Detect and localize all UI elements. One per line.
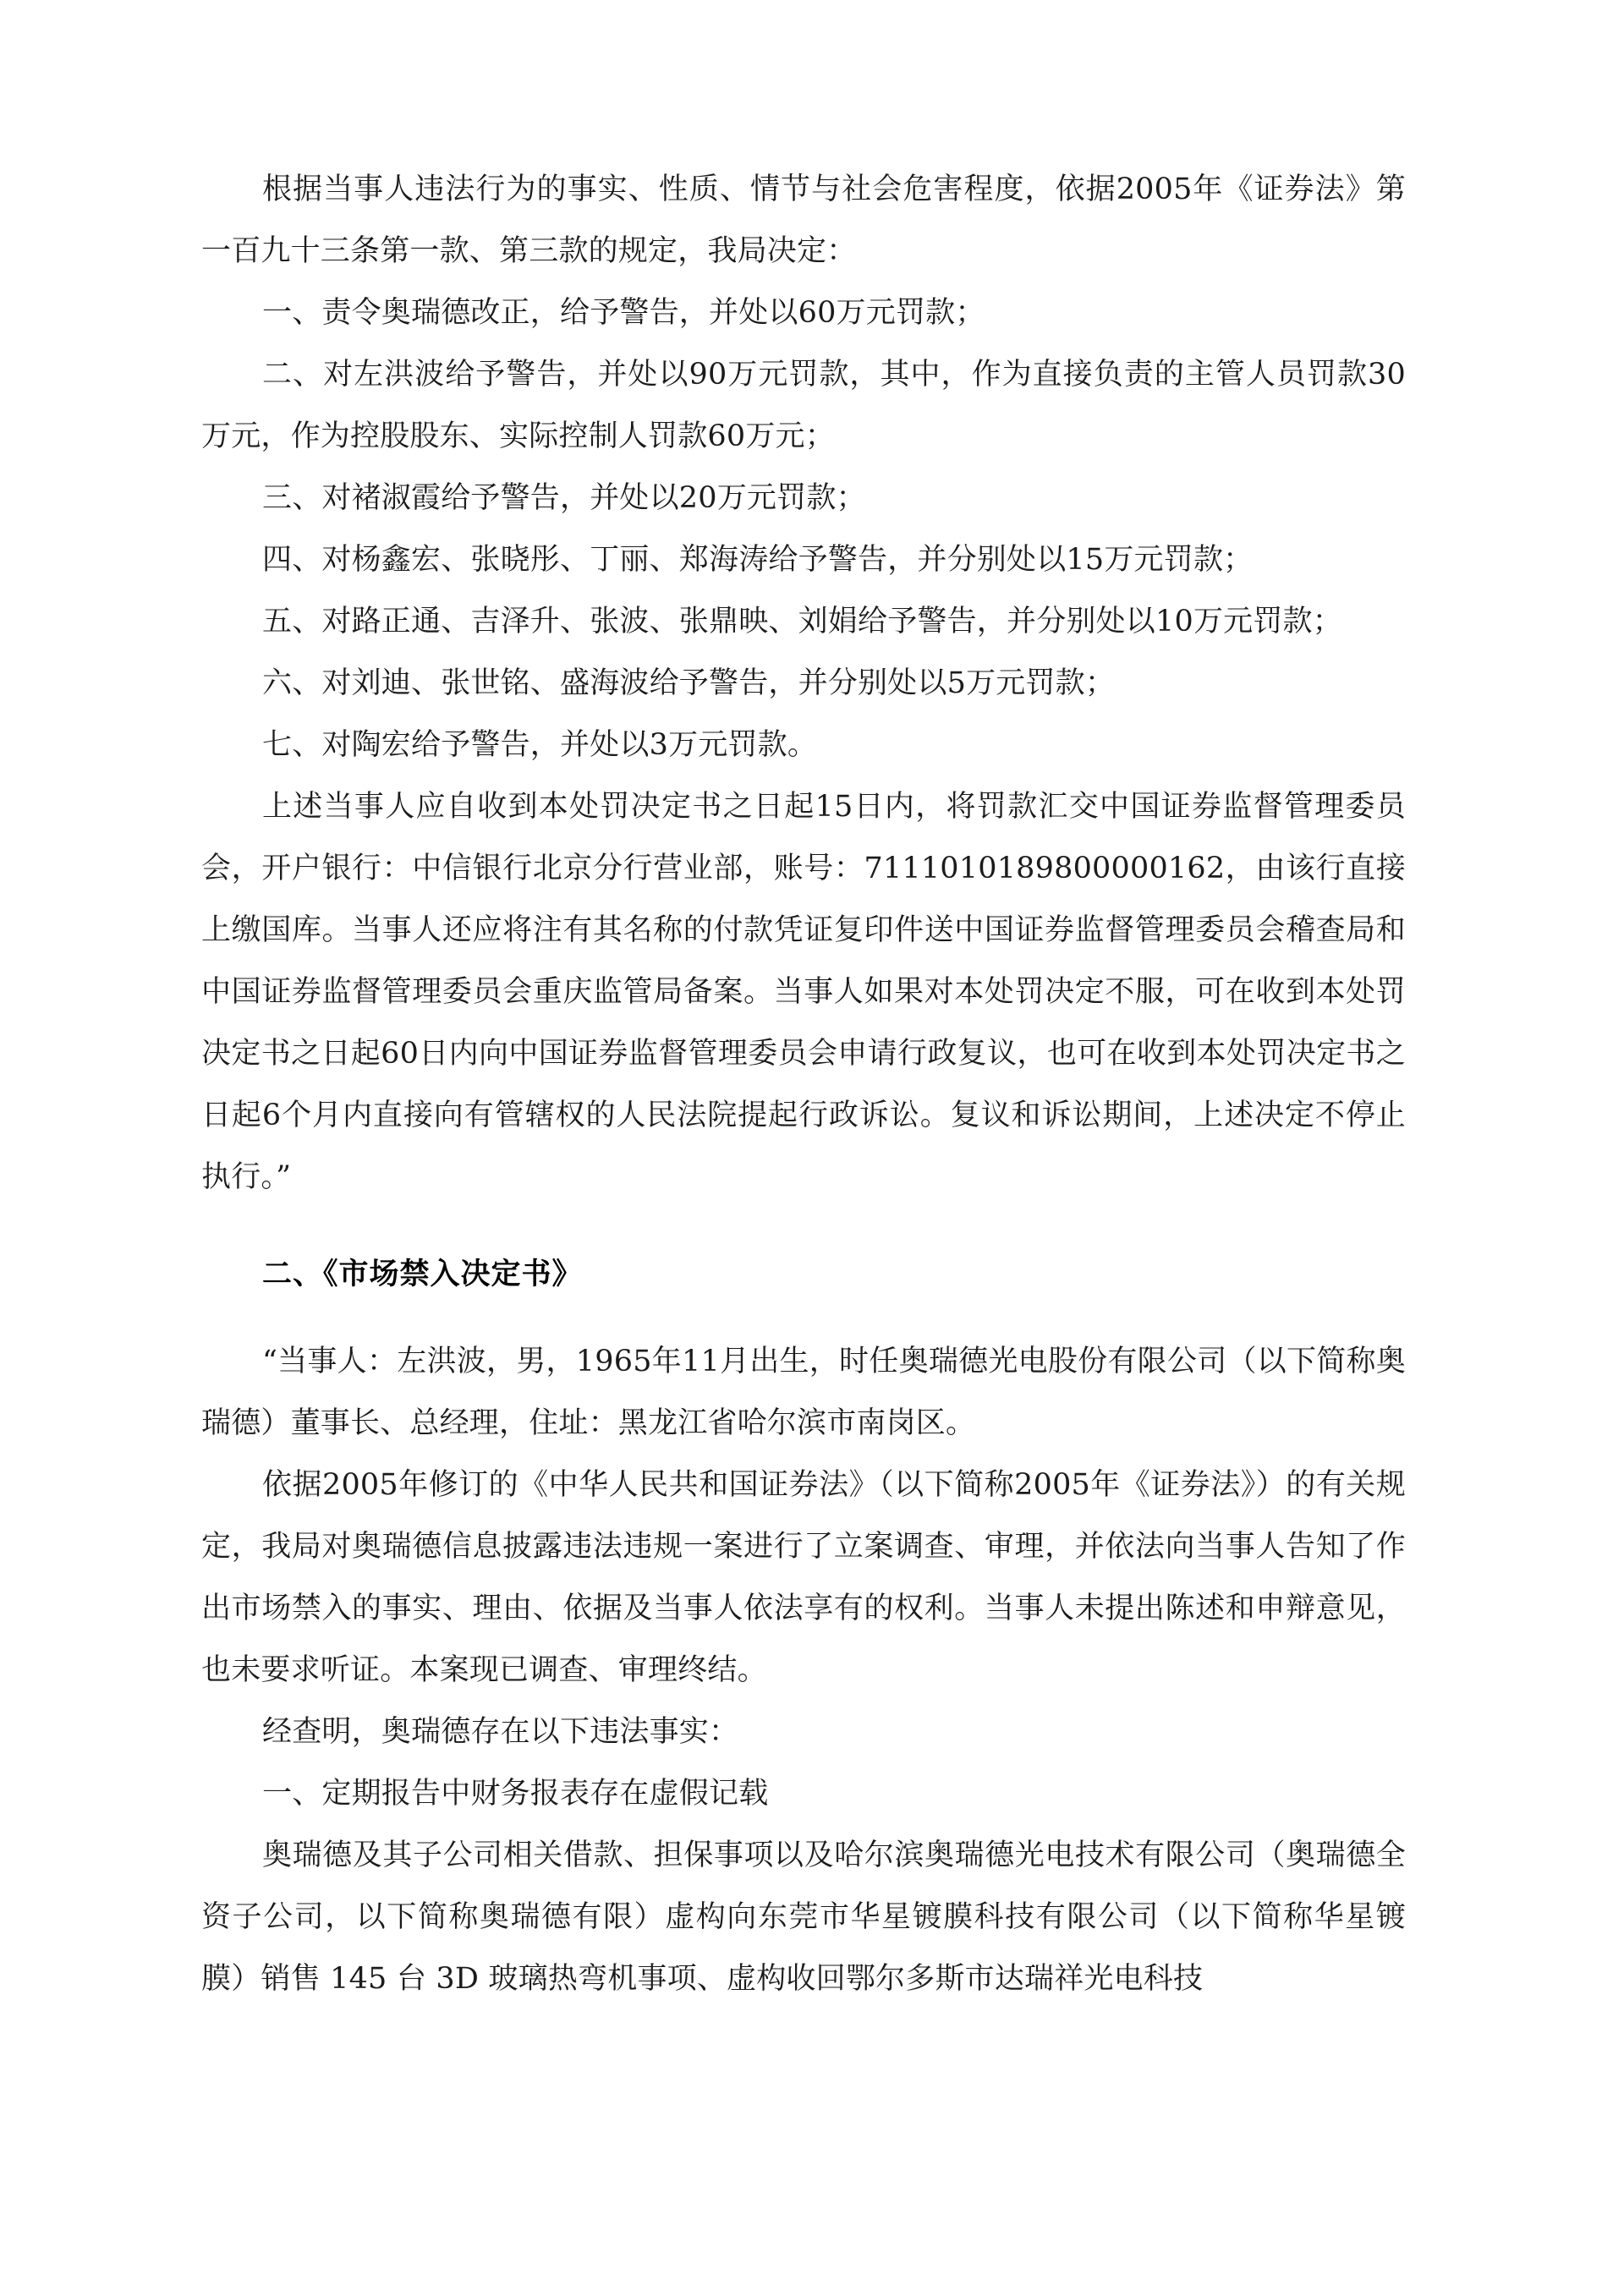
- penalty-item-2: 二、对左洪波给予警告，并处以90万元罚款，其中，作为直接负责的主管人员罚款30万元，作为控股股东、实际控制人罚款60万元；: [201, 358, 1406, 453]
- penalty-item-7: 七、对陶宏给予警告，并处以3万元罚款。: [262, 728, 818, 762]
- document-body: [201, 159, 1406, 2010]
- finding-1-title: 一、定期报告中财务报表存在虚假记载: [262, 1777, 769, 1811]
- paragraph-party-identity: “当事人：左洪波，男，1965年11月出生，时任奥瑞德光电股份有限公司（以下简称奥瑞德）董事长、总经理，住址：黑龙江省哈尔滨市南岗区。: [201, 1345, 1406, 1440]
- penalty-item-3: 三、对褚淑霞给予警告，并处以20万元罚款；: [262, 481, 866, 515]
- penalty-item-4: 四、对杨鑫宏、张晓彤、丁丽、郑海涛给予警告，并分别处以15万元罚款；: [262, 543, 1254, 577]
- penalty-item-5: 五、对路正通、吉泽升、张波、张鼎映、刘娟给予警告，并分别处以10万元罚款；: [262, 605, 1342, 638]
- paragraph-findings-lead-in: 经查明，奥瑞德存在以下违法事实：: [262, 1715, 739, 1749]
- penalty-item-1: 一、责令奥瑞德改正，给予警告，并处以60万元罚款；: [262, 296, 985, 330]
- finding-1-body: 奥瑞德及其子公司相关借款、担保事项以及哈尔滨奥瑞德光电技术有限公司（奥瑞德全资子公司，以下简称奥瑞德有限）虚构向东莞市华星镀膜科技有限公司（以下简称华星镀膜）销售 145 台 3D 玻璃热弯机事项、虚构收回鄂尔多斯市达瑞祥光电科技: [201, 1838, 1406, 1996]
- paragraph-payment-instructions: 上述当事人应自收到本处罚决定书之日起15日内，将罚款汇交中国证券监督管理委员会，开户银行：中信银行北京分行营业部，账号：7111010189800000162，由该行直接上缴国库。当事人还应将注有其名称的付款凭证复印件送中国证券监督管理委员会稽查局和中国证券监督管理委员会重庆监管局备案。当事人如果对本处罚决定不服，可在收到本处罚决定书之日起60日内向中国证券监督管理委员会申请行政复议，也可在收到本处罚决定书之日起6个月内直接向有管辖权的人民法院提起行政诉讼。复议和诉讼期间，上述决定不停止执行。”: [201, 790, 1406, 1194]
- paragraph-legal-basis: 根据当事人违法行为的事实、性质、情节与社会危害程度，依据2005年《证券法》第一百九十三条第一款、第三款的规定，我局决定：: [201, 173, 1406, 268]
- paragraph-investigation-process: 依据2005年修订的《中华人民共和国证券法》（以下简称2005年《证券法》）的有关规定，我局对奥瑞德信息披露违法违规一案进行了立案调查、审理，并依法向当事人告知了作出市场禁入的事实、理由、依据及当事人依法享有的权利。当事人未提出陈述和申辩意见，也未要求听证。本案现已调查、审理终结。: [201, 1468, 1406, 1687]
- penalty-item-6: 六、对刘迪、张世铭、盛海波给予警告，并分别处以5万元罚款；: [262, 666, 1116, 700]
- section-heading-market-ban: 二、《市场禁入决定书》: [262, 1258, 583, 1291]
